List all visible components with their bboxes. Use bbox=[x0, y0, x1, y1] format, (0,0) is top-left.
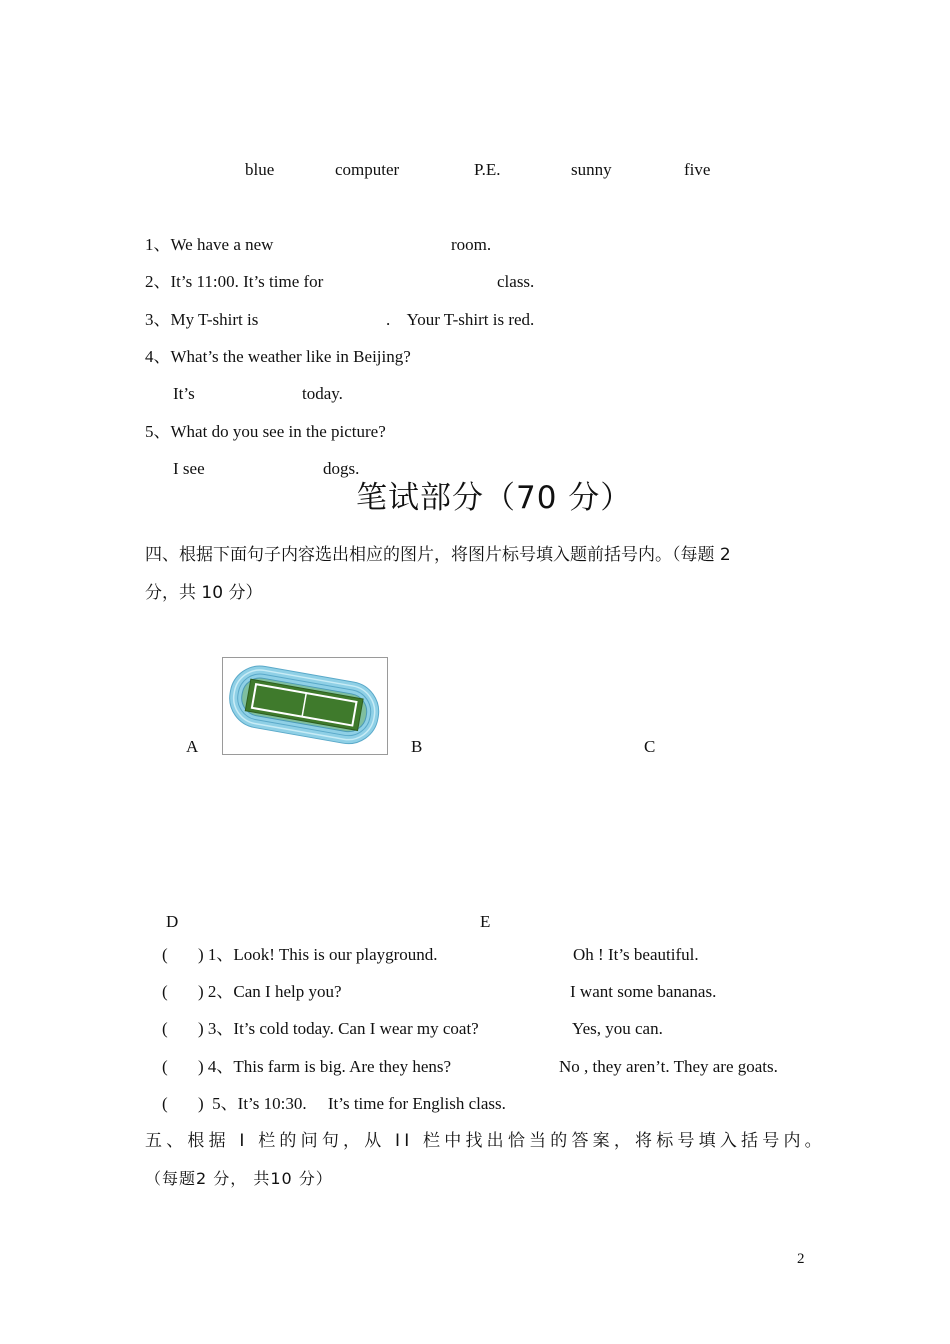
answer-bracket: ( bbox=[162, 982, 168, 1001]
question-answer: Oh ! It’s beautiful. bbox=[573, 945, 699, 964]
question-text: 4、What’s the weather like in Beijing? bbox=[145, 347, 411, 366]
word-bank-item: P.E. bbox=[474, 160, 501, 179]
word-bank-item: five bbox=[684, 160, 711, 179]
question-text-after-blank: . Your T-shirt is red. bbox=[386, 310, 535, 329]
picture-label-c: C bbox=[644, 737, 656, 756]
question-text: I see bbox=[173, 459, 205, 478]
picture-label-e: E bbox=[480, 912, 491, 931]
written-part-title: 笔试部分（70 分） bbox=[356, 480, 633, 516]
picture-label-a: A bbox=[186, 737, 199, 756]
question-answer: Yes, you can. bbox=[572, 1019, 663, 1038]
question-text: ) 4、This farm is big. Are they hens? bbox=[198, 1057, 452, 1076]
playground-picture bbox=[223, 658, 387, 754]
question-text: It’s bbox=[173, 384, 195, 403]
question-text: 3、My T-shirt is bbox=[145, 310, 259, 329]
question-text: ) 1、Look! This is our playground. bbox=[198, 945, 438, 964]
question-text: 2、It’s 11:00. It’s time for bbox=[145, 272, 324, 291]
answer-bracket: ( bbox=[162, 945, 168, 964]
word-bank-item: sunny bbox=[571, 160, 612, 179]
question-text-after-blank: class. bbox=[497, 272, 535, 291]
question-text: 5、What do you see in the picture? bbox=[145, 422, 386, 441]
question-text-after-blank: dogs. bbox=[323, 459, 360, 478]
page-number: 2 bbox=[797, 1251, 805, 1267]
picture-label-d: D bbox=[166, 912, 179, 931]
section5-instruction: （每题2 分， 共10 分） bbox=[145, 1169, 333, 1188]
question-text-after-blank: today. bbox=[302, 384, 343, 403]
question-text: ) 2、Can I help you? bbox=[198, 982, 342, 1001]
question-answer: I want some bananas. bbox=[570, 982, 717, 1001]
word-bank-item: computer bbox=[335, 160, 400, 179]
answer-bracket: ( bbox=[162, 1019, 168, 1038]
question-answer: No , they aren’t. They are goats. bbox=[559, 1057, 778, 1076]
question-text: ) 5、It’s 10:30. It’s time for English class. bbox=[198, 1094, 506, 1113]
question-text-after-blank: room. bbox=[451, 235, 492, 254]
answer-bracket: ( bbox=[162, 1057, 168, 1076]
answer-bracket: ( bbox=[162, 1094, 168, 1113]
word-bank-item: blue bbox=[245, 160, 275, 179]
question-text: ) 3、It’s cold today. Can I wear my coat? bbox=[198, 1019, 479, 1038]
question-text: 1、We have a new bbox=[145, 235, 274, 254]
picture-label-b: B bbox=[411, 737, 423, 756]
section4-instruction: 四、根据下面句子内容选出相应的图片，将图片标号填入题前括号内。（每题 2 bbox=[145, 545, 731, 565]
section4-instruction: 分，共 10 分） bbox=[145, 583, 263, 603]
picture-a-frame bbox=[222, 657, 388, 755]
section5-instruction: 五、根据 I 栏的问句，从 II 栏中找出恰当的答案，将标号填入括号内。 bbox=[145, 1131, 826, 1151]
